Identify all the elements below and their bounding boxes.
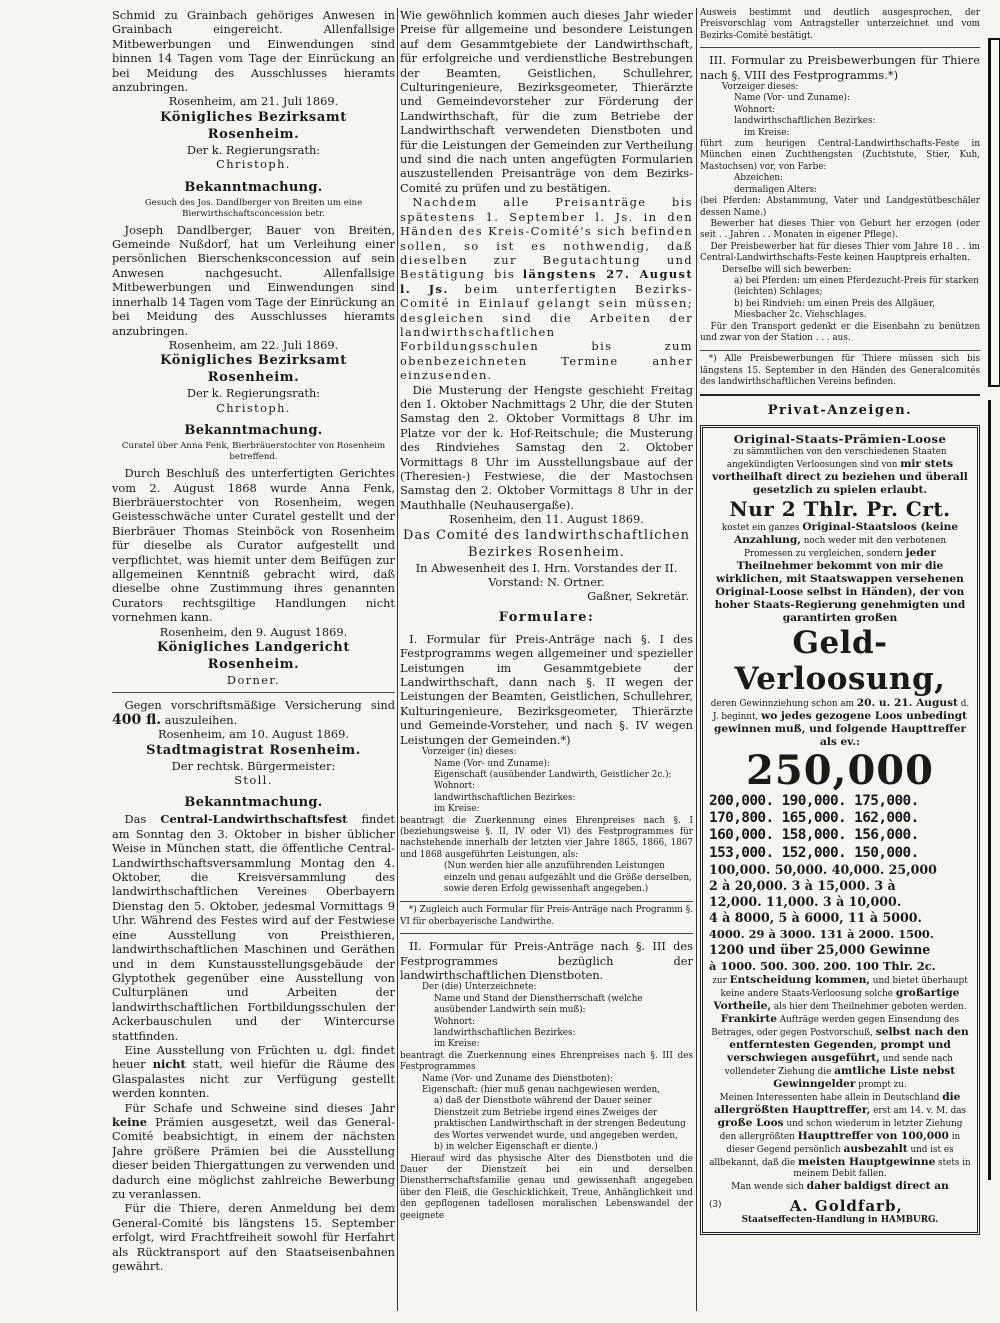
- notice-5-p3-bold: keine: [112, 1114, 147, 1129]
- ad-text-5d: und sende nach vollendeter Ziehung die: [724, 1054, 953, 1078]
- column-1: [112, 8, 395, 1273]
- prize-paragraph-3: Die Musterung der Hengste geschieht Freitag den 1. Oktober Nachmittags 2 Uhr, die der Stuten Samstag den 2. Oktober Vormittags 8 Uhr im Platze vor der k. Hof-Reitschule; die Musterung des Rindviehes Samstag den 2. Oktober Vormittags 8 Uhr im Ausstellungsbaue auf der (Theresien-) Festwiese, die der Mastochsen Samstag den 2. Oktober Vormittags 8 Uhr in der Mauthhalle (Neuhausergaße).: [400, 382, 693, 512]
- ad-text-2c: noch weder mit den verbotenen Promessen zu vergleichen, sondern: [744, 535, 947, 559]
- form-2-line: Wohnort:: [434, 1016, 476, 1027]
- notice-2-authority: Königliches Bezirksamt Rosenheim.: [160, 353, 347, 386]
- divider: [700, 394, 980, 396]
- notice-5-p2: [112, 1043, 395, 1101]
- prize-paragraph-1: Wie gewöhnlich kommen auch dieses Jahr wieder Preise für allgemeine und besondere Leistungen auf dem Gesammtgebiete der Landwirthschaft, für erfolgreiche und verdienstliche Bestrebungen der Beamten, Geistlichen, Schullehrer, Culturingenieure, Bezirksgeometer, Thierärzte und Gemeindevorsteher zur Förderung der Landwirthschaft, für die zum Betriebe der Landwirthschaft verwendeten Dienstboten und für die Leistungen der Gemeinden zur Vertheilung und sind die nach unten angefügten Formularien auszustellenden Preisanträge von dem Bezirks-Comité zu prüfen und zu bestätigen.: [400, 8, 693, 195]
- ad-text-5f: prompt zu.: [858, 1080, 907, 1091]
- notice-2-role: Der k. Regierungsrath:: [186, 386, 321, 401]
- ad-heading: Original-Staats-Prämien-Loose: [733, 431, 947, 446]
- notice-4-signature: Stoll.: [234, 773, 273, 788]
- form-3-line: im Kreise:: [744, 127, 790, 138]
- form-3-p6: Für den Transport gedenkt er die Eisenbahn zu benützen und zwar von der Station . . . aus.: [700, 321, 980, 343]
- ad-prize-row: 100,000. 50,000. 40,000. 25,000: [709, 862, 937, 878]
- ad-prize-row: 153,000. 152,000. 150,000.: [709, 844, 919, 861]
- divider: [700, 47, 980, 48]
- form-1-line: landwirthschaftlichen Bezirkes:: [434, 792, 576, 803]
- committee-secretary: Gaßner, Sekretär.: [587, 589, 689, 604]
- form-3-p1: führt zum heurigen Central-Landwirthschafts-Feste in München einen Zuchthengsten (Zuchtstute, Stier, Kuh, Mastochsen) vor, von Farbe:: [700, 139, 980, 172]
- notice-4-authority: Stadtmagistrat Rosenheim.: [146, 742, 361, 758]
- notice-5-p3: [112, 1101, 395, 1202]
- form-3-heading: III. Formular zu Preisbewerbungen für Thiere nach §. VIII des Festprogramms.*): [700, 53, 980, 82]
- notice-3-date: Rosenheim, den 9. August 1869.: [159, 624, 348, 639]
- ad-text-5a: Frankirte: [720, 1013, 777, 1026]
- ad-text-6a: Meinen Interessenten habe allein in Deutschland: [719, 1093, 940, 1104]
- ad-text-3b: 20. u. 21. August: [856, 696, 958, 709]
- ad-text-6j: meisten Hauptgewinne: [798, 1156, 936, 1169]
- form-2-line: Name und Stand der Dienstherrschaft (welche ausübender Landwirth sein muß):: [434, 993, 643, 1016]
- ad-text-7c: baldigst direct an: [843, 1180, 949, 1193]
- column-3: [700, 8, 980, 1235]
- ad-text-1: [709, 447, 971, 497]
- form-3-b: b) bei Rindvieh: um einen Preis des Allgäuer, Miesbacher 2c. Viehschlages.: [734, 298, 935, 321]
- form-2-name: Name (Vor- und Zuname des Dienstboten):: [422, 1073, 613, 1084]
- lottery-advertisement: [700, 425, 980, 1236]
- ad-prize-row: 12,000. 11,000. 3 à 10,000.: [709, 894, 902, 910]
- ad-text-1a: zu sämmtlichen von den verschiedenen Staaten angekündigten Verloosungen sind von: [726, 446, 947, 470]
- form-3-line: Wohnort:: [734, 104, 776, 115]
- ad-text-6f: Haupttreffer von 100,000: [797, 1130, 949, 1143]
- deadline: längstens 27. August l. Js.: [400, 267, 693, 296]
- form-2-eig: Eigenschaft: (hier muß genau nachgewiesen werden,: [422, 1085, 660, 1096]
- form-2-line: im Kreise:: [434, 1039, 480, 1050]
- column-rule-1: [397, 8, 398, 1311]
- edge-frame-2: [988, 400, 999, 1180]
- form-2-heading: II. Formular für Preis-Anträge nach §. III des Festprogrammes bezüglich der landwirthschaftlichen Dienstboten.: [400, 939, 693, 982]
- form-1-line: Wohnort:: [434, 781, 476, 792]
- ad-text-4: [709, 974, 971, 1013]
- ad-text-4b: Entscheidung kommen,: [729, 974, 870, 987]
- edge-frame: [988, 38, 1000, 387]
- ad-text-3a: deren Gewinnziehung schon am: [710, 698, 854, 709]
- ad-text-6d: große Loos: [717, 1117, 784, 1130]
- ad-text-5: [709, 1013, 971, 1091]
- form-1-footnote: *) Zugleich auch Formular für Preis-Anträge nach Programm §. VI für oberbayerische Landwirthe.: [400, 901, 693, 928]
- notice-4-role: Der rechtsk. Bürgermeister:: [171, 758, 336, 773]
- ad-prize-row: 200,000. 190,000. 175,000.: [709, 792, 919, 809]
- private-ads-heading: Privat-Anzeigen.: [767, 402, 913, 418]
- notice-4-amount: 400 fl.: [112, 711, 162, 728]
- ad-firm: [709, 1196, 971, 1215]
- notice-5-p2-post: statt, weil hiefür die Räume des Glaspalastes nicht zur Verfügung gestellt werden konnten.: [112, 1057, 395, 1101]
- notice-5-p2-bold: nicht: [152, 1057, 186, 1072]
- notice-3-heading: Bekanntmachung.: [184, 423, 323, 439]
- form-3-p2: (bei Pferden: Abstammung, Vater und Landgestütbeschäler dessen Name.): [700, 196, 980, 218]
- notice-3-subject: Curatel über Anna Fenk, Bierbräuerstochter von Rosenheim betreffend.: [121, 441, 386, 463]
- form-3-line: Vorzeiger dieses:: [722, 82, 799, 93]
- ad-prize-row: 2 à 20,000. 3 à 15,000. 3 à: [709, 878, 896, 894]
- ad-text-3: [709, 697, 971, 749]
- ad-text-6k: stets in meinem Debit fallen.: [793, 1158, 971, 1180]
- ad-prize-row: 4 à 8000, 5 à 6000, 11 à 5000.: [709, 910, 922, 926]
- form-3-p3: Bewerber hat dieses Thier von Geburt her erzogen (oder seit . . Jahren . . Monaten in eigener Pflege).: [700, 218, 980, 241]
- notice-1-role: Der k. Regierungsrath:: [186, 142, 321, 157]
- ad-text-4e: als hier dem Theilnehmer geboten werden.: [773, 1002, 967, 1013]
- notice-5-p3-post: Prämien ausgesetzt, weil das General-Comité beabsichtigt, in einem der nächsten Jahre größere Prämien bei die Ausstellung dieser beiden Thiergattungen zu verwenden und dadurch eine möglichst zahlreiche Bewerbung zu veranlassen.: [112, 1114, 395, 1201]
- notice-2-signature: Christoph.: [216, 400, 291, 415]
- ad-text-4a: zur: [712, 976, 727, 987]
- notice-5-p2-pre: Eine Ausstellung von Früchten u. dgl. findet heuer: [112, 1042, 395, 1072]
- ad-text-6g: in dieser Gegend persönlich: [726, 1132, 961, 1156]
- form-2-line: landwirthschaftlichen Bezirkes:: [434, 1028, 576, 1039]
- ad-text-5b: Aufträge werden gegen Einsendung des Betrages, oder gegen Postvorschuß,: [711, 1015, 960, 1039]
- ad-text-4c: und bietet überhaupt keine andere Staats-Verloosung solche: [720, 976, 968, 1000]
- form-1-line: Vorzeiger (in) dieses:: [422, 747, 517, 758]
- notice-2-date: Rosenheim, am 22. Juli 1869.: [168, 337, 339, 352]
- ad-geld-verloosung: Geld-Verloosung,: [734, 624, 946, 697]
- ad-prize-row: 1200 und über 25,000 Gewinne: [709, 942, 931, 958]
- notice-1-signature: Christoph.: [216, 157, 291, 172]
- notice-3-authority: Königliches Landgericht Rosenheim.: [157, 640, 350, 672]
- committee-date: Rosenheim, den 11. August 1869.: [449, 512, 644, 527]
- notice-2-subject: Gesuch des Jos. Dandlberger von Breiten um eine Bierwirthschaftsconcession betr.: [144, 197, 363, 219]
- form-3-line: Name (Vor- und Zuname):: [734, 93, 850, 104]
- ad-text-6h: ausbezahlt: [843, 1143, 908, 1156]
- column-2: [400, 8, 693, 1222]
- form-2-b: b) in welcher Eigenschaft er diente.): [434, 1142, 598, 1153]
- ad-text-2a: kostet ein ganzes: [721, 522, 800, 533]
- notice-5-heading: Bekanntmachung.: [184, 795, 323, 811]
- form-1-heading: I. Formular für Preis-Anträge nach §. I des Festprogramms wegen allgemeiner und spezieller Leistungen im Gesammtgebiete der Landwirthschaft, dann nach §. II wegen der Leistungen der Beamten, Geistlichen, Schullehrer, Kulturingenieure, Bezirksgeometer, Thierärzte und Gemeinde-Vorsteher, und nach §. IV wegen Leistungen der Gemeinden.*): [400, 631, 693, 747]
- ad-prize-row: 4000. 29 à 3000. 131 à 2000. 1500.: [709, 927, 934, 942]
- ad-firm-subtitle: Staatseffecten-Handlung in HAMBURG.: [741, 1215, 939, 1226]
- ad-prize-row: à 1000. 500. 300. 200. 100 Thlr. 2c.: [709, 959, 936, 974]
- form-2-body: beantragt die Zuerkennung eines Ehrenpreises nach §. III des Festprogrammes: [400, 1050, 693, 1073]
- divider: [112, 692, 395, 693]
- prize-paragraph-2-a: Nachdem alle Preisanträge bis spätestens 1. September l. Js. in den Händen des Kreis-Comité's sich befinden sollen, so ist es nothwendig, daß dieselben zur Begutachtung und Bestätigung bis: [400, 195, 693, 282]
- committee-absence: In Abwesenheit des I. Hrn. Vorstandes der II. Vorstand: N. Ortner.: [415, 560, 678, 590]
- form-3-footnote: *) Alle Preisbewerbungen für Thiere müssen sich bis längstens 15. September in den Händen des Generalcomités des landwirthschaftlichen Vereins befinden.: [700, 350, 980, 388]
- form-1-line: Name (Vor- und Zuname):: [434, 758, 550, 769]
- notice-5-p3-pre: Für Schafe und Schweine sind dieses Jahr: [124, 1100, 395, 1115]
- notice-3-text: Durch Beschluß des unterfertigten Gerichtes vom 2. August 1868 wurde Anna Fenk, Bierbräuerstochter von Rosenheim, wegen Geistesschwäche unter Curatel gestellt und der Bierbräuer Thomas Steinböck von Rosenheim für dieselbe als Curator aufgestellt und verpflichtet, was hiemit unter dem Beifügen zur allgemeinen Kenntniß gebracht wird, daß dieselbe ohne Zustimmung ihres genannten Curators rechtsgiltige Handlungen nicht vornehmen kann.: [112, 466, 395, 625]
- column-rule-2: [696, 8, 697, 1311]
- ad-jackpot: 250,000: [746, 746, 934, 794]
- notice-4-text-post: auszuleihen.: [164, 712, 238, 727]
- form-2-end: Hierauf wird das physische Alter des Dienstboten und die Dauer der Dienstzeit bei ein und derselben Dienstherrschaftsfamilie genau und gewissenhaft angegeben über den Fleiß, die Geschicklichkeit, Treue, Anhänglichkeit und den gepflogenen tadellosen moralischen Lebenswandel der geeignete: [400, 1153, 693, 1221]
- ad-text-6e: und schon wiederum in letzter Ziehung den allergrößten: [719, 1119, 963, 1143]
- form-1-body: beantragt die Zuerkennung eines Ehrenpreises nach §. I (beziehungsweise §. II, IV oder VI) des Festprogrammes für nachstehende innerhalb der letzten vier Jahre 1865, 1866, 1867 und 1868 ausgeführten Leistungen, als:: [400, 815, 693, 860]
- form-2-line: Der (die) Unterzeichnete:: [422, 982, 537, 993]
- form-1-line: im Kreise:: [434, 804, 480, 815]
- ad-firm-name: A. Goldfarb,: [789, 1197, 903, 1216]
- ad-text-2d: jeder Theilnehmer bekommt von mir die wirklichen, mit Staatswappen versehenen Original-Loose selbst in Händen), der von hoher Staats-Regierung genehmigten und garantirten großen: [714, 546, 966, 624]
- ad-text-7: [709, 1180, 971, 1193]
- form-3-p5: Derselbe will sich bewerben:: [722, 264, 852, 275]
- ad-text-4d: großartige Vortheile,: [713, 987, 960, 1013]
- notice-1-date: Rosenheim, am 21. Juli 1869.: [168, 94, 339, 109]
- ad-prize-row: 170,800. 165,000. 162,000.: [709, 810, 919, 826]
- forms-heading: Formulare:: [498, 609, 595, 625]
- notice-5-p4: Für die Thiere, deren Anmeldung bei dem General-Comité bis längstens 15. September erfolgt, wird Frachtfreiheit sowohl für Herfahrt als Rücktransport auf den Staatseisenbahnen gewährt.: [112, 1201, 395, 1274]
- form-3-p4: Der Preisbewerber hat für dieses Thier vom Jahre 18 . . im Central-Landwirthschafts-Feste keinen Hauptpreis erhalten.: [700, 241, 980, 264]
- ad-text-3c: d. J. beginnt,: [712, 698, 970, 722]
- ad-number: (3): [709, 1200, 722, 1211]
- notice-1-authority: Königliches Bezirksamt Rosenheim.: [160, 109, 347, 142]
- prize-paragraph-2: [400, 195, 693, 382]
- ad-text-7a: Man wende sich: [731, 1182, 804, 1193]
- notice-5-p1-post: findet am Sonntag den 3. Oktober in bisher üblicher Weise in München statt, die öffentliche Central-Landwirthschaftsversammlung Montag den 4. Oktober, die Kreisversammlung des landwirthschaftlichen Vereines Oberbayern Dienstag den 5. Oktober, jedesmal Vormittags 9 Uhr. Während des Festes wird auf der Festwiese eine Ausstellung von Preisthieren, landwirthschaftlichen Maschinen und Geräthen und in dem Kunstausstellungsgebäude der Glyptothek gegenüber eine Ausstellung von Culturplänen und Arbeiten der landwirthschaftlichen Fortbildungsschulen der Ackerbauschulen und der Wintercurse stattfinden.: [112, 812, 395, 1043]
- form-3-line: dermaligen Alters:: [734, 184, 818, 195]
- ad-text-1b: mir stets vortheilhaft direct zu beziehen und überall gesetzlich zu spielen erlaubt.: [712, 457, 968, 496]
- ad-prize-row: 160,000. 158,000. 156,000.: [709, 827, 919, 844]
- next-page-edge: [982, 10, 1000, 1320]
- notice-3-signature: Dorner.: [226, 673, 281, 687]
- form-2-a: a) daß der Dienstbote während der Dauer seiner Dienstzeit zum Betriebe irgend eines Zweiges der praktischen Landwirthschaft in der strengen Bedeutung des Wortes verwendet wurde, und angegeben werden,: [434, 1096, 686, 1141]
- notice-2-text: Joseph Dandlberger, Bauer von Breiten, Gemeinde Nußdorf, hat um Verleihung einer persönlichen Bierschenksconcession auf sein Anwesen nachgesucht. Allenfallsige Mitbewerbungen und Einwendungen sind innerhalb 14 Tagen vom Tage der Einrückung an bei Meidung des Ausschlusses hieramts anzubringen.: [112, 222, 395, 338]
- ad-text-2: [709, 521, 971, 625]
- form-3-line: landwirthschaftlichen Bezirkes:: [734, 116, 876, 127]
- notice-4-text: [112, 698, 395, 727]
- prize-paragraph-2-b: beim unterfertigten Bezirks-Comité in Einlauf gelangt sein müssen; desgleichen sind die Arbeiten der landwirthschaftlichen Forbildungsschulen bis zum obenbezeichneten Termine anher einzusenden.: [400, 281, 693, 383]
- ad-text-6c: erst am 14. v. M. das: [873, 1106, 967, 1117]
- form-3-line: Abzeichen:: [734, 173, 784, 184]
- notice-5-p1-bold: Central-Landwirthschaftsfest: [160, 812, 348, 827]
- form-1-line: Eigenschaft (ausübender Landwirth, Geistlicher 2c.):: [434, 769, 672, 780]
- ad-text-3d: wo jedes gezogene Loos unbedingt gewinnen muß, und folgende Haupttreffer als ev.:: [713, 709, 968, 748]
- ad-price: Nur 2 Thlr. Pr. Crt.: [729, 496, 951, 521]
- ad-text-6b: die allergrößten Haupttreffer,: [713, 1091, 961, 1117]
- notice-5-p1-pre: Das: [124, 812, 147, 827]
- notice-4-text-pre: Gegen vorschriftsmäßige Versicherung sind: [124, 698, 395, 713]
- ad-text-6i: und ist es allbekannt, daß die: [709, 1145, 954, 1169]
- form-3-a: a) bei Pferden: um einen Pferdezucht-Preis für starken (leichten) Schlages;: [734, 275, 979, 298]
- divider: [400, 933, 693, 934]
- ad-text-7b: daher: [806, 1180, 841, 1193]
- notice-4-date: Rosenheim, am 10. August 1869.: [158, 727, 349, 742]
- ad-text-5e: amtliche Liste nebst Gewinngelder: [773, 1065, 956, 1091]
- ad-text-5c: selbst nach den entferntesten Gegenden, prompt und verschwiegen ausgeführt,: [727, 1026, 969, 1065]
- form-1-instructions: (Nun werden hier alle anzuführenden Leistungen einzeln und genau aufgezählt und die Größe derselben, sowie deren Erfolg gewissenhaft angegeben.): [444, 861, 692, 894]
- notice-2-heading: Bekanntmachung.: [184, 179, 323, 195]
- form-2-conclusion: Ausweis bestimmt und deutlich ausgesprochen, der Preisvorschlag vom Antragsteller unterzeichnet und vom Bezirks-Comité bestätigt.: [700, 8, 980, 41]
- notice-5-p1: [112, 812, 395, 1043]
- notice-1-continuation: Schmid zu Grainbach gehöriges Anwesen in Grainbach eingereicht. Allenfallsige Mitbewerbungen und Einwendungen sind binnen 14 Tagen vom Tage der Einrückung an bei Meidung des Ausschlusses hieramts anzubringen.: [112, 8, 395, 95]
- ad-text-6: [709, 1091, 971, 1180]
- committee-authority: Das Comité des landwirthschaftlichen Bezirkes Rosenheim.: [403, 527, 690, 560]
- ad-text-2b: Original-Staatsloos (keine Anzahlung,: [733, 520, 959, 546]
